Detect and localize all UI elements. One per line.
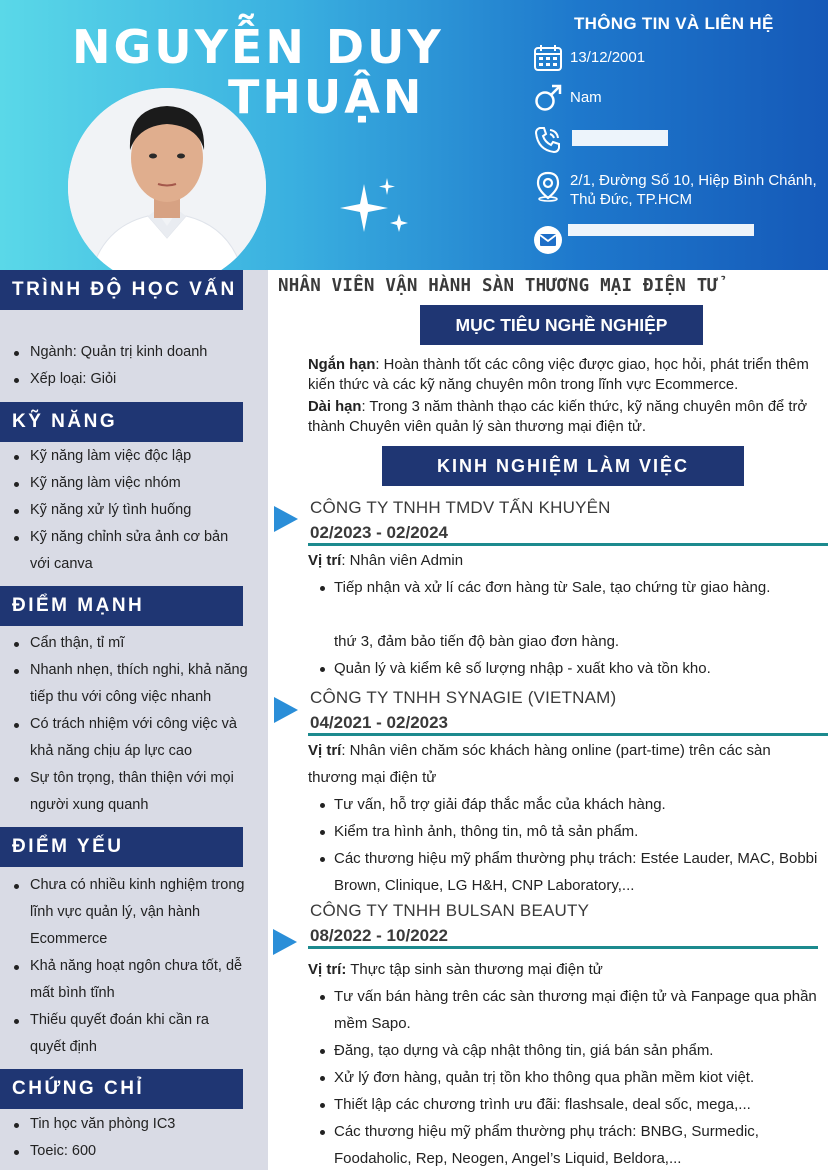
- education-list: [0, 339, 258, 393]
- job-3-period: 08/2022 - 10/2022: [310, 926, 449, 945]
- list-item: Kiểm tra hình ảnh, thông tin, mô tả sản phẩm.: [308, 818, 823, 845]
- phone-row: [532, 124, 564, 156]
- address-text: 2/1, Đường Số 10, Hiệp Bình Chánh, Thủ Đức, TP.HCM: [570, 172, 817, 208]
- role-text: : Nhân viên chăm sóc khách hàng online (part-time) trên các sàn thương mại điện tử: [308, 742, 771, 786]
- skills-list: [0, 443, 232, 578]
- list-item: Ngành: Quản trị kinh doanh: [0, 339, 258, 366]
- job-1-duties: [308, 574, 823, 601]
- job-2-duties: [308, 791, 823, 899]
- objective-heading: MỤC TIÊU NGHỀ NGHIỆP: [420, 305, 703, 345]
- list-item: Toeic: 600: [0, 1138, 258, 1165]
- list-item: Khả năng hoạt ngôn chưa tốt, dễ mất bình tĩnh: [0, 953, 248, 1007]
- list-item: Sự tôn trọng, thân thiện với mọi người xung quanh: [0, 765, 258, 819]
- list-item: Các thương hiệu mỹ phẩm thường phụ trách: Estée Lauder, MAC, Bobbi Brown, Clinique, LG H&H, CNP Laboratory,...: [308, 845, 823, 899]
- list-item: Các thương hiệu mỹ phẩm thường phụ trách: BNBG, Surmedic, Foodaholic, Rep, Neogen, Angel’s Liquid, Beldora,...: [308, 1118, 823, 1170]
- experience-heading: KINH NGHIỆM LÀM VIỆC: [382, 446, 744, 486]
- job-2-period: 04/2021 - 02/2023: [310, 713, 449, 732]
- role-label: Vị trí: [308, 552, 342, 569]
- job-3-role: [308, 956, 823, 983]
- strengths-list: [0, 630, 258, 819]
- list-item: Thiết lập các chương trình ưu đãi: flashsale, deal sốc, mega,...: [308, 1091, 823, 1118]
- job-2-company: CÔNG TY TNHH SYNAGIE (VIETNAM): [310, 688, 617, 707]
- email-icon: [532, 224, 564, 256]
- list-item: Tư vấn bán hàng trên các sàn thương mại điện tử và Fanpage qua phần mềm Sapo.: [308, 983, 823, 1037]
- gender-row: [532, 82, 602, 114]
- short-term-text: : Hoàn thành tốt các công việc được giao, học hỏi, phát triển thêm kiến thức và các kỹ năng chuyên môn trong lĩnh vực Ecommerce.: [308, 357, 809, 393]
- short-term-label: Ngắn hạn: [308, 357, 376, 373]
- list-item: thứ 3, đảm bảo tiến độ bàn giao đơn hàng.: [334, 633, 620, 650]
- address-row: [532, 170, 828, 209]
- long-term-label: Dài hạn: [308, 399, 362, 415]
- job-1-divider: [308, 543, 828, 546]
- weaknesses-list: [0, 872, 248, 1061]
- location-pin-icon: [532, 170, 564, 202]
- role-text: : Nhân viên Admin: [341, 552, 464, 569]
- job-2-role: [308, 737, 823, 791]
- list-item: Kỹ năng xử lý tình huống: [0, 497, 232, 524]
- job-3-company: CÔNG TY TNHH BULSAN BEAUTY: [310, 901, 590, 920]
- weaknesses-heading: ĐIỂM YẾU: [0, 827, 243, 867]
- list-item: Cẩn thận, tỉ mĩ: [0, 630, 258, 657]
- list-item: Đăng, tạo dựng và cập nhật thông tin, giá bán sản phẩm.: [308, 1037, 823, 1064]
- list-item: Quản lý và kiểm kê số lượng nhập - xuất kho và tồn kho.: [308, 655, 823, 682]
- objective-long-term: [308, 397, 823, 437]
- role-label: Vị trí: [308, 742, 342, 759]
- phone-icon: [532, 124, 564, 156]
- calendar-icon: [532, 42, 564, 74]
- contact-heading: THÔNG TIN VÀ LIÊN HỆ: [574, 14, 774, 33]
- job-1-company: CÔNG TY TNHH TMDV TẤN KHUYÊN: [310, 498, 611, 517]
- name-first-line: NGUYỄN DUY: [72, 20, 444, 74]
- triangle-marker-icon: [274, 697, 298, 723]
- name-second-line: THUẬN: [228, 70, 425, 124]
- list-item: Kỹ năng làm việc nhóm: [0, 470, 232, 497]
- long-term-text: : Trong 3 năm thành thạo các kiến thức, kỹ năng chuyên môn để trở thành Chuyên viên quản lý sàn thương mại điện tử.: [308, 399, 808, 435]
- job-1-role: [308, 547, 823, 574]
- job-3-duties: [308, 983, 823, 1170]
- role-text: Thực tập sinh sàn thương mại điện tử: [346, 961, 603, 978]
- gender-text: Nam: [570, 89, 602, 106]
- email-row: [532, 224, 564, 256]
- list-item: Tin học văn phòng IC3: [0, 1111, 258, 1138]
- list-item: Kỹ năng chỉnh sửa ảnh cơ bản với canva: [0, 524, 232, 578]
- role-label: Vị trí:: [308, 961, 347, 978]
- list-item: Tiếp nhận và xử lí các đơn hàng từ Sale, tạo chứng từ giao hàng.: [308, 574, 823, 601]
- birthday-row: [532, 42, 645, 74]
- profile-photo: [68, 88, 266, 270]
- email-redaction: [568, 224, 754, 236]
- triangle-marker-icon: [274, 506, 298, 532]
- job-1-period: 02/2023 - 02/2024: [310, 523, 449, 542]
- header-banner: [0, 0, 828, 270]
- education-heading: TRÌNH ĐỘ HỌC VẤN: [0, 270, 243, 310]
- job-2-divider: [308, 733, 828, 736]
- list-item: Xử lý đơn hàng, quản trị tồn kho thông qua phần mềm kiot việt.: [308, 1064, 823, 1091]
- sparkle-icon: [330, 176, 414, 240]
- list-item: Thiếu quyết đoán khi cần ra quyết định: [0, 1007, 248, 1061]
- job-title: NHÂN VIÊN VẬN HÀNH SÀN THƯƠNG MẠI ĐIỆN TỬ: [278, 276, 719, 296]
- triangle-marker-icon: [273, 929, 297, 955]
- left-sidebar: [0, 270, 268, 1170]
- list-item: Có trách nhiệm với công việc và khả năng chịu áp lực cao: [0, 711, 258, 765]
- list-item: Xếp loại: Giỏi: [0, 366, 258, 393]
- list-item: Kỹ năng làm việc độc lập: [0, 443, 232, 470]
- list-item: Tư vấn, hỗ trợ giải đáp thắc mắc của khách hàng.: [308, 791, 823, 818]
- list-item: Nhanh nhẹn, thích nghi, khả năng tiếp thu với công việc nhanh: [0, 657, 258, 711]
- objective-short-term: [308, 355, 823, 395]
- certificates-heading: CHỨNG CHỈ: [0, 1069, 243, 1109]
- job-1-duties-continued: [308, 628, 823, 682]
- phone-redaction: [572, 130, 668, 146]
- birthday-text: 13/12/2001: [570, 49, 646, 66]
- certificates-list: [0, 1111, 258, 1165]
- strengths-heading: ĐIỂM MẠNH: [0, 586, 243, 626]
- list-item: Chưa có nhiều kinh nghiệm trong lĩnh vực quản lý, vận hành Ecommerce: [0, 872, 248, 953]
- male-gender-icon: [532, 82, 564, 114]
- skills-heading: KỸ NĂNG: [0, 402, 243, 442]
- job-3-divider: [308, 946, 818, 949]
